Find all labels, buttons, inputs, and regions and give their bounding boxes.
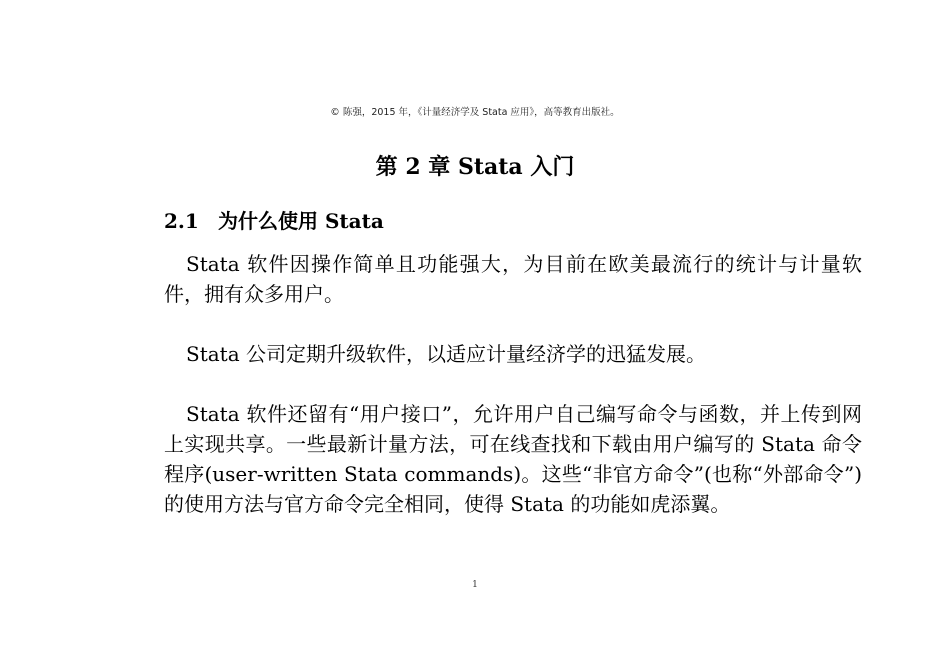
paragraph-text: Stata 软件因操作简单且功能强大，为目前在欧美最流行的统计与计量软件，拥有众多用户。 (164, 252, 862, 306)
paragraph-text: Stata 公司定期升级软件，以适应计量经济学的迅猛发展。 (186, 342, 706, 366)
section-title: 为什么使用 Stata (218, 209, 384, 233)
paragraph-text: Stata 软件还留有“用户接口”，允许用户自己编写命令与函数，并上传到网上实现共享。一些最新计量方法，可在线查找和下载由用户编写的 Stata 命令程序(user-written Stata commands)。这些“非官方命令”(也称“外部命令”)的使用方法与官方命令完全相同，使得 Stata 的功能如虎添翼。 (164, 402, 862, 516)
chapter-title: 第 2 章 Stata 入门 (375, 154, 575, 180)
page-number: 1 (472, 580, 478, 590)
section-number: 2.1 (164, 209, 199, 233)
paragraph-3 (164, 399, 862, 519)
copyright-citation: © 陈强，2015 年，《计量经济学及 Stata 应用》，高等教育出版社。 (330, 107, 620, 118)
paragraph-1 (164, 249, 862, 309)
section-heading (164, 205, 384, 234)
paragraph-2 (164, 339, 862, 369)
